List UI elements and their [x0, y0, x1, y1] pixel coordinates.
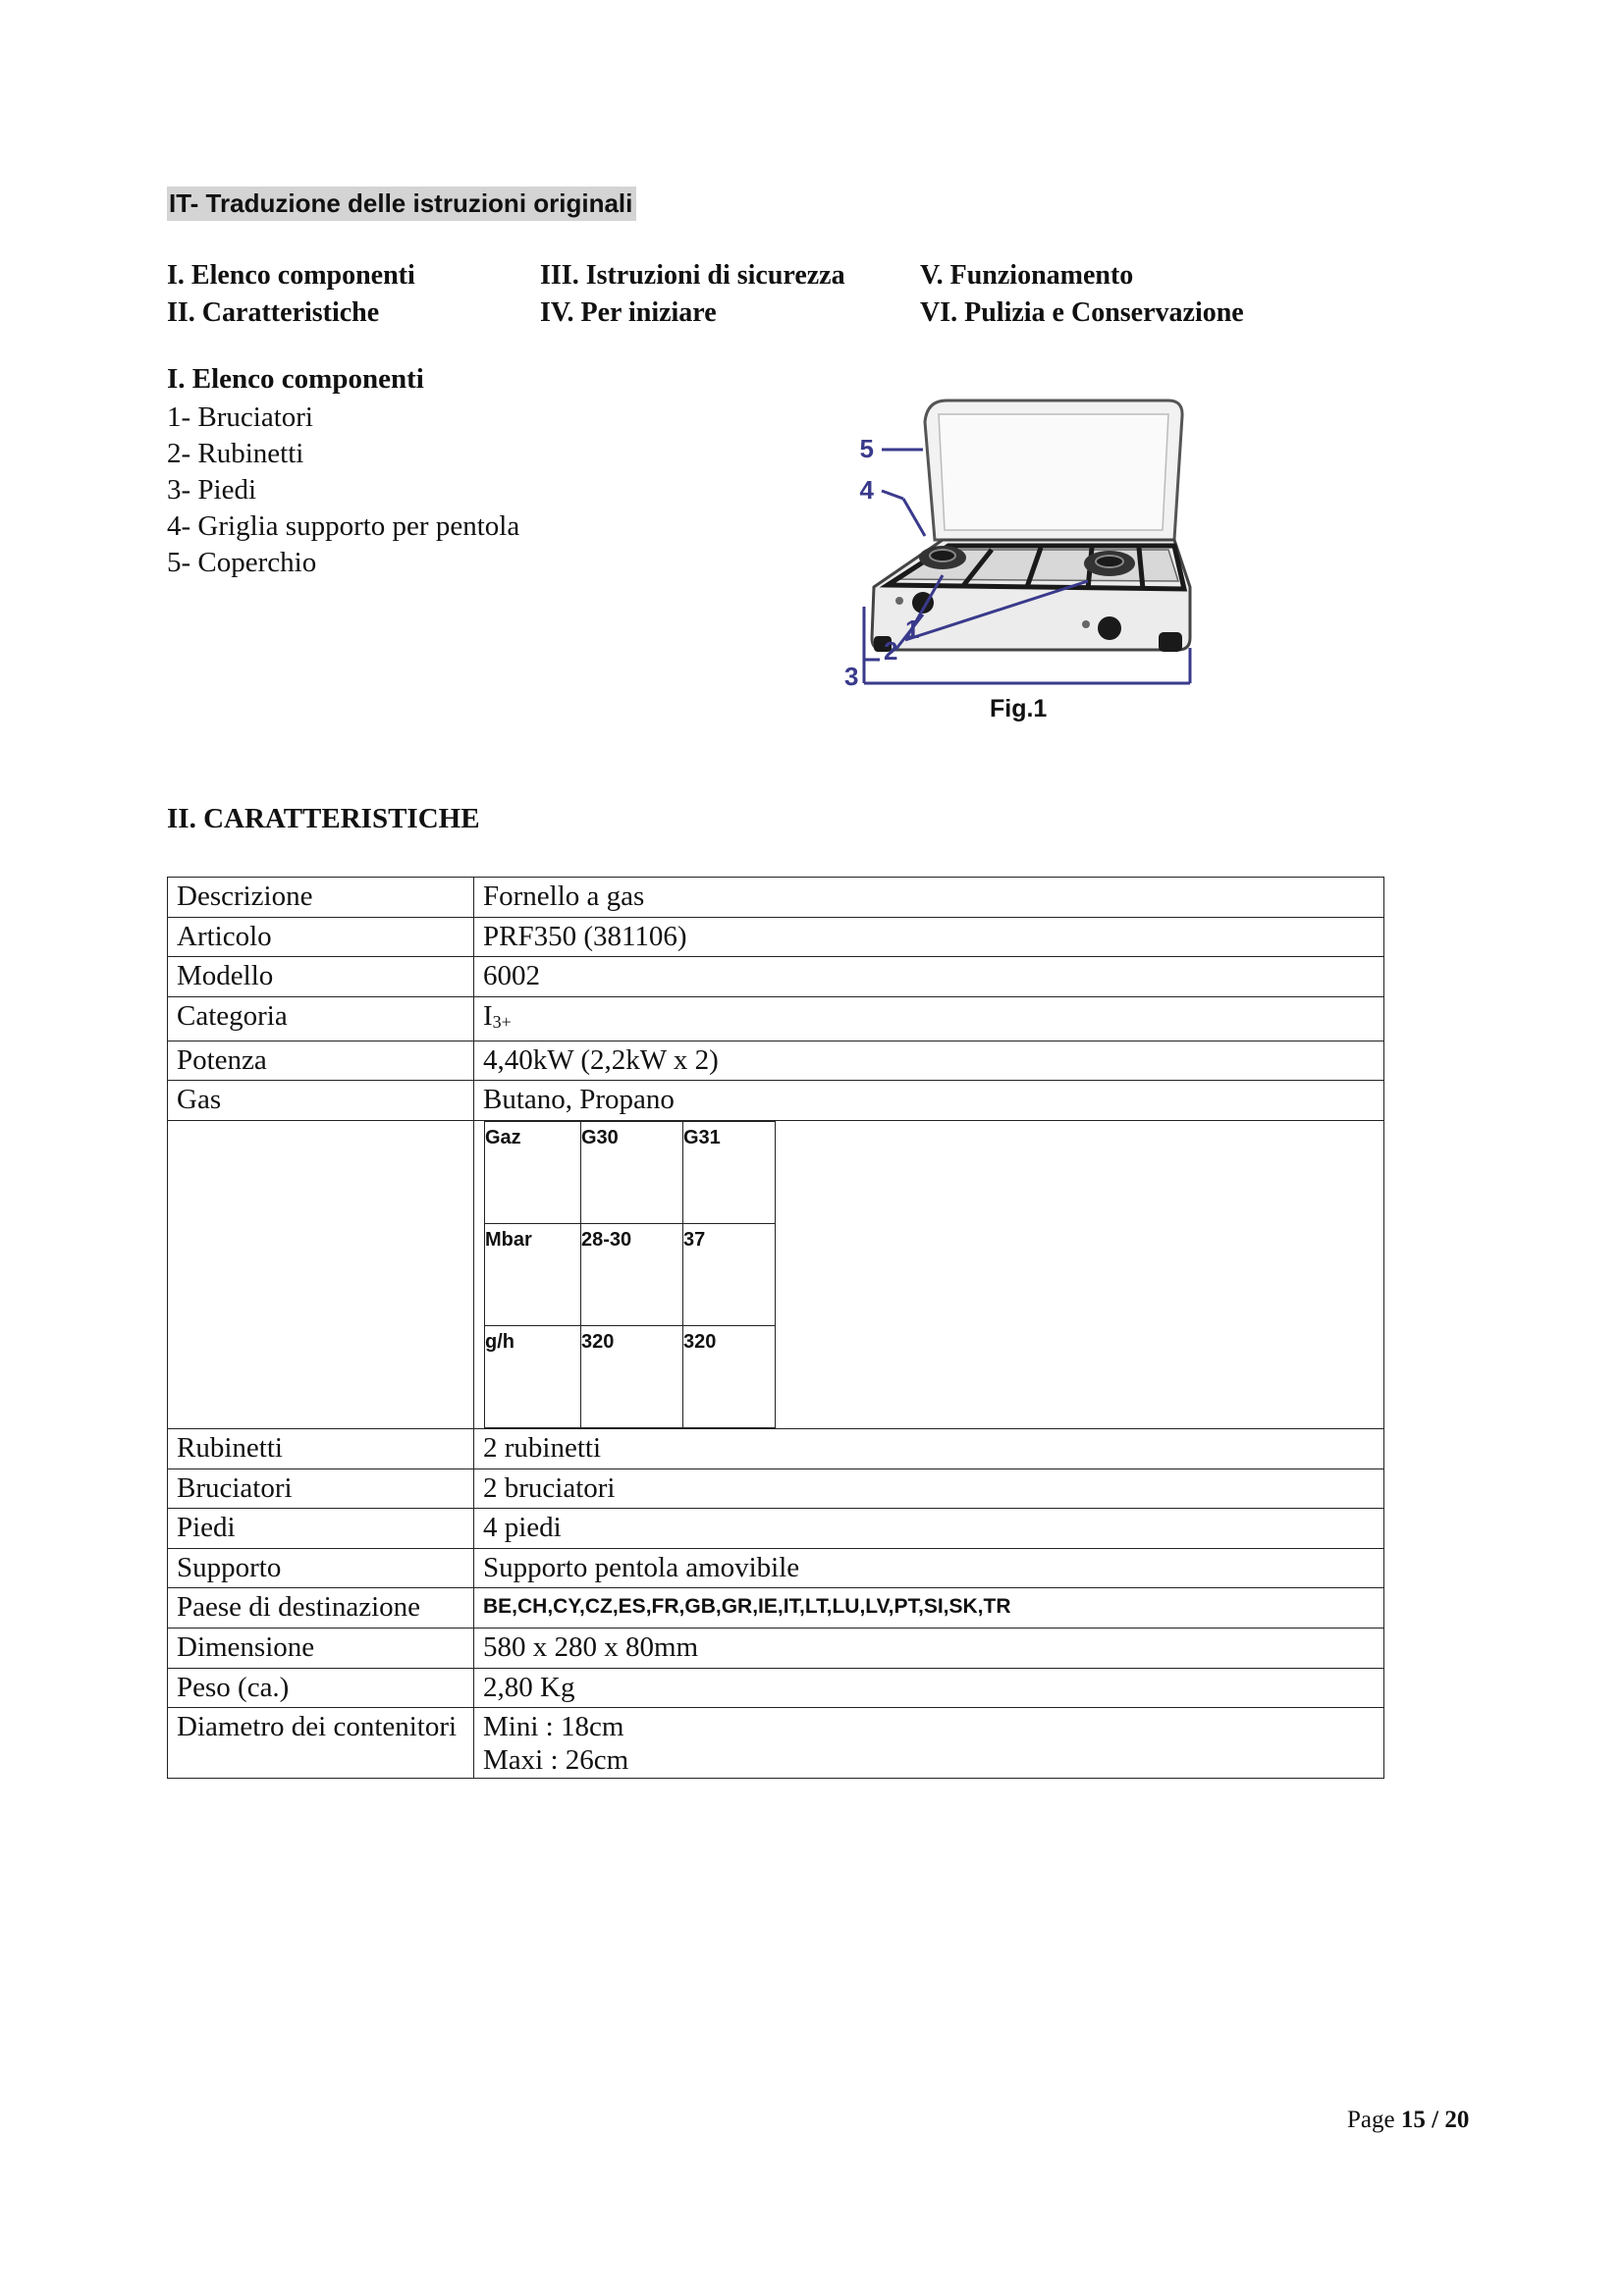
spec-value: 4,40kW (2,2kW x 2)	[474, 1041, 1384, 1081]
toc-column-2	[540, 257, 845, 332]
toc-item[interactable]: I. Elenco componenti	[167, 260, 415, 291]
spec-key: Gas	[168, 1081, 474, 1121]
page-header: IT- Traduzione delle istruzioni originali	[167, 187, 636, 221]
table-row	[168, 1509, 1384, 1549]
spec-key: Paese di destinazione	[168, 1588, 474, 1629]
table-row	[168, 1628, 1384, 1668]
gas-cell: 320	[683, 1325, 776, 1427]
spec-key: Supporto	[168, 1548, 474, 1588]
spec-value-line: Maxi : 26cm	[483, 1744, 629, 1777]
list-item: 4- Griglia supporto per pentola	[167, 510, 520, 542]
spec-value-countries: BE,CH,CY,CZ,ES,FR,GB,GR,IE,IT,LT,LU,LV,PT,SI,SK,TR	[474, 1588, 1384, 1629]
table-row	[485, 1223, 776, 1325]
list-item: 3- Piedi	[167, 474, 257, 506]
table-row	[168, 1668, 1384, 1708]
lid-panel	[939, 414, 1168, 530]
spec-key: Diametro dei contenitori	[168, 1708, 474, 1779]
page-number: Page 15 / 20	[1347, 2107, 1470, 2133]
spec-key: Articolo	[168, 917, 474, 957]
label-2: 2	[884, 636, 898, 666]
table-row	[168, 996, 1384, 1041]
spec-key: Modello	[168, 957, 474, 997]
toc-column-1	[167, 257, 415, 332]
gas-cell: G30	[581, 1121, 683, 1223]
gas-cell: 320	[581, 1325, 683, 1427]
toc-item[interactable]: V. Funzionamento	[920, 260, 1134, 291]
knob-right	[1098, 616, 1121, 640]
spec-value: 2 bruciatori	[474, 1468, 1384, 1509]
spec-value: $I_{3+}$	[474, 996, 1384, 1041]
table-row	[168, 1548, 1384, 1588]
toc-item[interactable]: IV. Per iniziare	[540, 297, 717, 328]
section-title-components: I. Elenco componenti	[167, 363, 424, 395]
spec-key: Categoria	[168, 996, 474, 1041]
toc-item[interactable]: VI. Pulizia e Conservazione	[920, 297, 1244, 328]
table-row	[168, 1081, 1384, 1121]
table-row	[485, 1121, 776, 1223]
gas-pressure-table	[484, 1121, 776, 1428]
stove-illustration	[844, 393, 1198, 697]
spec-key: Rubinetti	[168, 1428, 474, 1468]
spec-value-line: Mini : 18cm	[483, 1711, 624, 1743]
spec-key: Potenza	[168, 1041, 474, 1081]
table-row	[168, 1428, 1384, 1468]
spec-value: 2 rubinetti	[474, 1428, 1384, 1468]
label-5: 5	[859, 434, 874, 463]
label-4: 4	[859, 475, 874, 505]
spec-value: 6002	[474, 957, 1384, 997]
spec-value: PRF350 (381106)	[474, 917, 1384, 957]
gas-cell: Mbar	[485, 1223, 581, 1325]
spec-value: Supporto pentola amovibile	[474, 1548, 1384, 1588]
spec-value: Fornello a gas	[474, 878, 1384, 918]
gas-cell: 28-30	[581, 1223, 683, 1325]
spec-value: Butano, Propano	[474, 1081, 1384, 1121]
table-row	[168, 1588, 1384, 1629]
list-item: 2- Rubinetti	[167, 438, 304, 469]
toc-item[interactable]: II. Caratteristiche	[167, 297, 380, 328]
spec-key: Descrizione	[168, 878, 474, 918]
label-3: 3	[844, 662, 859, 691]
toc-column-3	[920, 257, 1244, 332]
gas-table-cell	[474, 1120, 1384, 1428]
spec-key-empty	[168, 1120, 474, 1428]
spec-value: 4 piedi	[474, 1509, 1384, 1549]
section-title-characteristics: II. CARATTERISTICHE	[167, 803, 480, 834]
list-item: 1- Bruciatori	[167, 401, 313, 433]
label-1: 1	[905, 614, 920, 644]
spec-key: Peso (ca.)	[168, 1668, 474, 1708]
foot-right	[1159, 632, 1182, 652]
list-item: 5- Coperchio	[167, 547, 317, 578]
spec-value: 580 x 280 x 80mm	[474, 1628, 1384, 1668]
spec-key: Dimensione	[168, 1628, 474, 1668]
gas-cell: Gaz	[485, 1121, 581, 1223]
spec-value: 2,80 Kg	[474, 1668, 1384, 1708]
toc-item[interactable]: III. Istruzioni di sicurezza	[540, 260, 845, 291]
spec-key: Bruciatori	[168, 1468, 474, 1509]
table-row	[168, 878, 1384, 918]
table-row	[168, 917, 1384, 957]
components-list	[167, 400, 519, 581]
spec-key: Piedi	[168, 1509, 474, 1549]
table-row	[168, 957, 1384, 997]
gas-cell: g/h	[485, 1325, 581, 1427]
figure-caption: Fig.1	[990, 695, 1048, 722]
gas-cell: G31	[683, 1121, 776, 1223]
table-row	[168, 1708, 1384, 1779]
table-row	[168, 1468, 1384, 1509]
gas-cell: 37	[683, 1223, 776, 1325]
spec-table	[167, 877, 1384, 1779]
table-row	[168, 1041, 1384, 1081]
table-row	[168, 1120, 1384, 1428]
spec-value	[474, 1708, 1384, 1779]
table-row	[485, 1325, 776, 1427]
